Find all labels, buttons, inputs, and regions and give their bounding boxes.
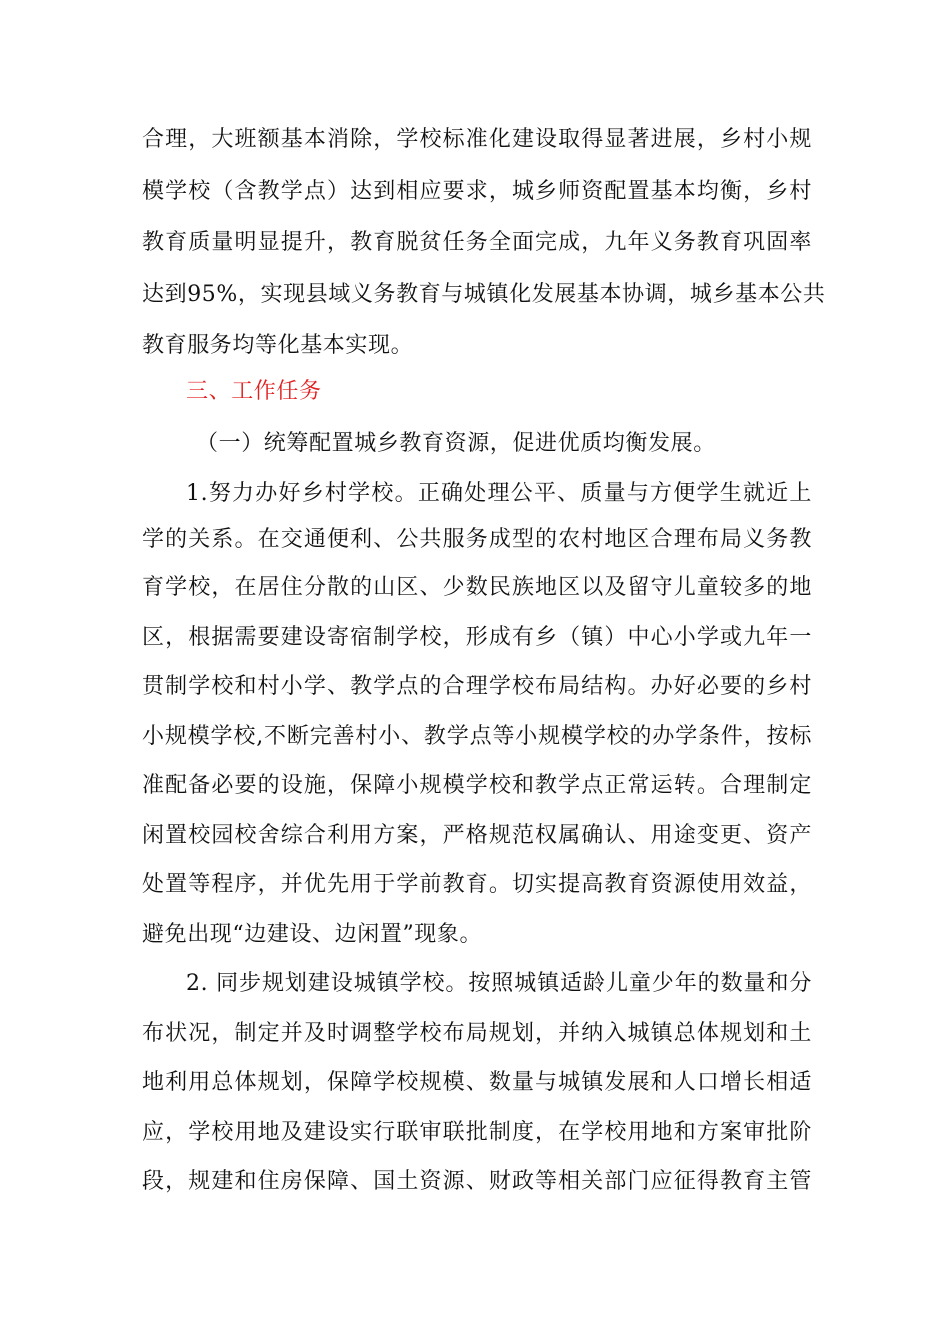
paragraph-line: 1.努力办好乡村学校。正确处理公平、质量与方便学生就近上 bbox=[186, 481, 812, 506]
subsection-heading: （一）统筹配置城乡教育资源，促进优质均衡发展。 bbox=[196, 431, 716, 456]
paragraph-line: 避免出现“边建设、边闲置”现象。 bbox=[142, 922, 483, 947]
paragraph-line: 贯制学校和村小学、教学点的合理学校布局结构。办好必要的乡村 bbox=[142, 674, 812, 699]
paragraph-line: 应，学校用地及建设实行联审联批制度，在学校用地和方案审批阶 bbox=[142, 1120, 812, 1145]
paragraph-line: 育学校，在居住分散的山区、少数民族地区以及留守儿童较多的地 bbox=[142, 575, 812, 600]
section-heading: 三、工作任务 bbox=[186, 379, 322, 404]
paragraph-line: 模学校（含教学点）达到相应要求，城乡师资配置基本均衡，乡村 bbox=[142, 179, 812, 204]
paragraph-line: 学的关系。在交通便利、公共服务成型的农村地区合理布局义务教 bbox=[142, 527, 812, 552]
paragraph-line: 达到95%，实现县域义务教育与城镇化发展基本协调，城乡基本公共 bbox=[142, 282, 826, 307]
paragraph-line: 合理，大班额基本消除，学校标准化建设取得显著进展，乡村小规 bbox=[142, 127, 812, 152]
paragraph-line: 教育服务均等化基本实现。 bbox=[142, 333, 414, 358]
paragraph-line: 地利用总体规划，保障学校规模、数量与城镇发展和人口增长相适 bbox=[142, 1070, 812, 1095]
paragraph-line: 小规模学校,不断完善村小、教学点等小规模学校的办学条件，按标 bbox=[142, 724, 812, 749]
paragraph-line: 教育质量明显提升，教育脱贫任务全面完成，九年义务教育巩固率 bbox=[142, 230, 812, 255]
paragraph-line: 2. 同步规划建设城镇学校。按照城镇适龄儿童少年的数量和分 bbox=[186, 971, 812, 996]
paragraph-line: 布状况，制定并及时调整学校布局规划，并纳入城镇总体规划和土 bbox=[142, 1021, 812, 1046]
paragraph-line: 闲置校园校舍综合利用方案，严格规范权属确认、用途变更、资产 bbox=[142, 823, 812, 848]
paragraph-line: 处置等程序，并优先用于学前教育。切实提高教育资源使用效益， bbox=[142, 872, 812, 897]
paragraph-line: 段，规建和住房保障、国土资源、财政等相关部门应征得教育主管 bbox=[142, 1169, 812, 1194]
paragraph-line: 准配备必要的设施，保障小规模学校和教学点正常运转。合理制定 bbox=[142, 773, 812, 798]
paragraph-line: 区，根据需要建设寄宿制学校，形成有乡（镇）中心小学或九年一 bbox=[142, 625, 812, 650]
